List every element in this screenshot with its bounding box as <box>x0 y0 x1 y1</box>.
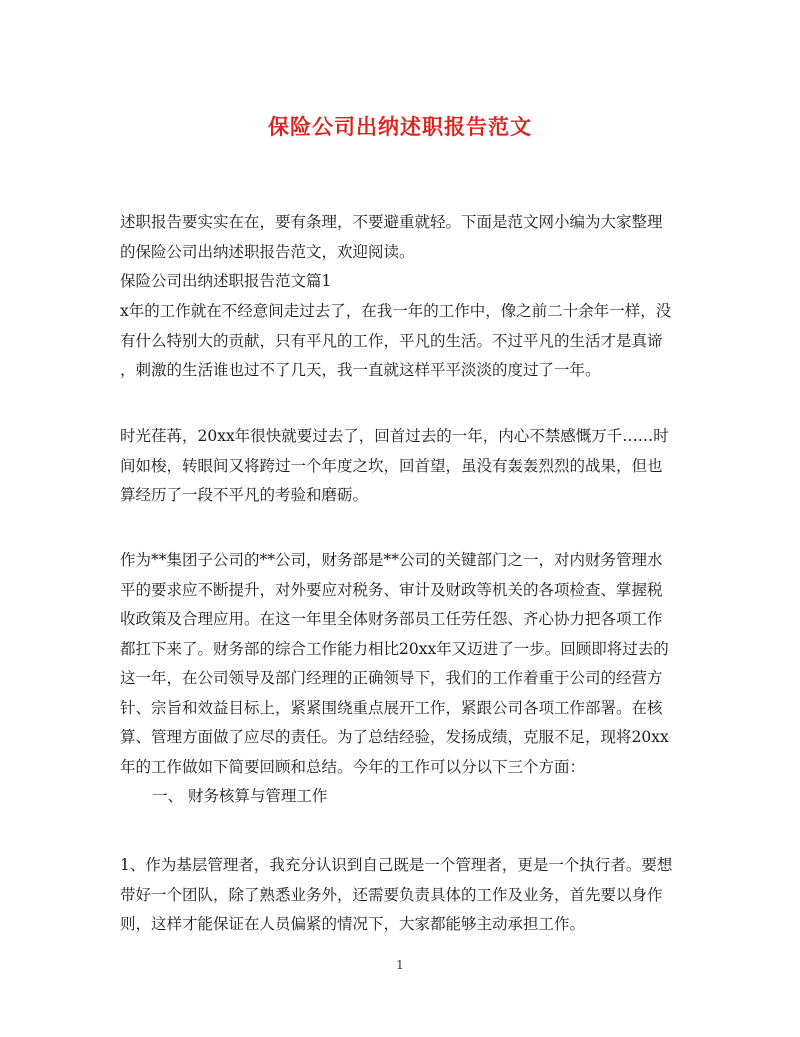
paragraph-2 <box>120 422 680 511</box>
text-line: 算经历了一段不平凡的考验和磨砺。 <box>120 486 369 504</box>
text-line: 带好一个团队，除了熟悉业务外，还需要负责具体的工作及业务，首先要以身作 <box>120 885 663 904</box>
subheading: 一、 财务核算与管理工作 <box>152 787 328 805</box>
text-line: x年的工作就在不经意间走过去了，在我一年的工作中，像之前二十余年一样，没 <box>120 302 672 320</box>
page-number: 1 <box>396 958 404 972</box>
text-line: ，刺激的生活谁也过不了几天，我一直就这样平平淡淡的度过了一年。 <box>120 361 601 379</box>
text-line: 这一年，在公司领导及部门经理的正确领导下，我们的工作着重于公司的经营方 <box>120 669 663 687</box>
text-line: 的保险公司出纳述职报告范文，欢迎阅读。 <box>120 242 415 261</box>
text-line: 则，这样才能保证在人员偏紧的情况下，大家都能够主动承担工作。 <box>120 915 586 933</box>
text-line: 间如梭，转眼间又将跨过一个年度之坎，回首望，虽没有轰轰烈烈的战果，但也 <box>120 456 663 475</box>
intro-paragraph <box>120 208 680 297</box>
text-line: 有什么特别大的贡献，只有平凡的工作，平凡的生活。不过平凡的生活才是真谛 <box>120 331 663 350</box>
text-line: 算、管理方面做了应尽的责任。为了总结经验，发扬成绩，克服不足，现将20xx <box>120 728 669 746</box>
document-title: 保险公司出纳述职报告范文 <box>268 114 532 139</box>
paragraph-1 <box>120 297 680 386</box>
text-line: 针、宗旨和效益目标上，紧紧围绕重点展开工作，紧跟公司各项工作部署。在核 <box>120 698 663 717</box>
text-line: 1、作为基层管理者，我充分认识到自己既是一个管理者，更是一个执行者。要想 <box>120 856 673 874</box>
text-line: 收政策及合理应用。在这一年里全体财务部员工任劳任怨、齐心协力把各项工作 <box>120 610 663 628</box>
text-line: 平的要求应不断提升，对外要应对税务、审计及财政等机关的各项检查、掌握税 <box>120 580 663 599</box>
text-line: 都扛下来了。财务部的综合工作能力相比20xx年又迈进了一步。回顾即将过去的 <box>120 639 669 658</box>
text-line: 年的工作做如下简要回顾和总结。今年的工作可以分以下三个方面： <box>120 757 586 776</box>
text-line: 时光荏苒，20xx年很快就要过去了，回首过去的一年，内心不禁感慨万千……时 <box>120 427 669 445</box>
paragraph-4 <box>120 851 680 940</box>
paragraph-3 <box>120 546 680 812</box>
text-line: 述职报告要实实在在，要有条理，不要避重就轻。下面是范文网小编为大家整理 <box>120 213 663 231</box>
section-heading: 保险公司出纳述职报告范文篇1 <box>120 272 332 290</box>
text-line: 作为**集团子公司的**公司，财务部是**公司的关键部门之一，对内财务管理水 <box>120 551 663 569</box>
